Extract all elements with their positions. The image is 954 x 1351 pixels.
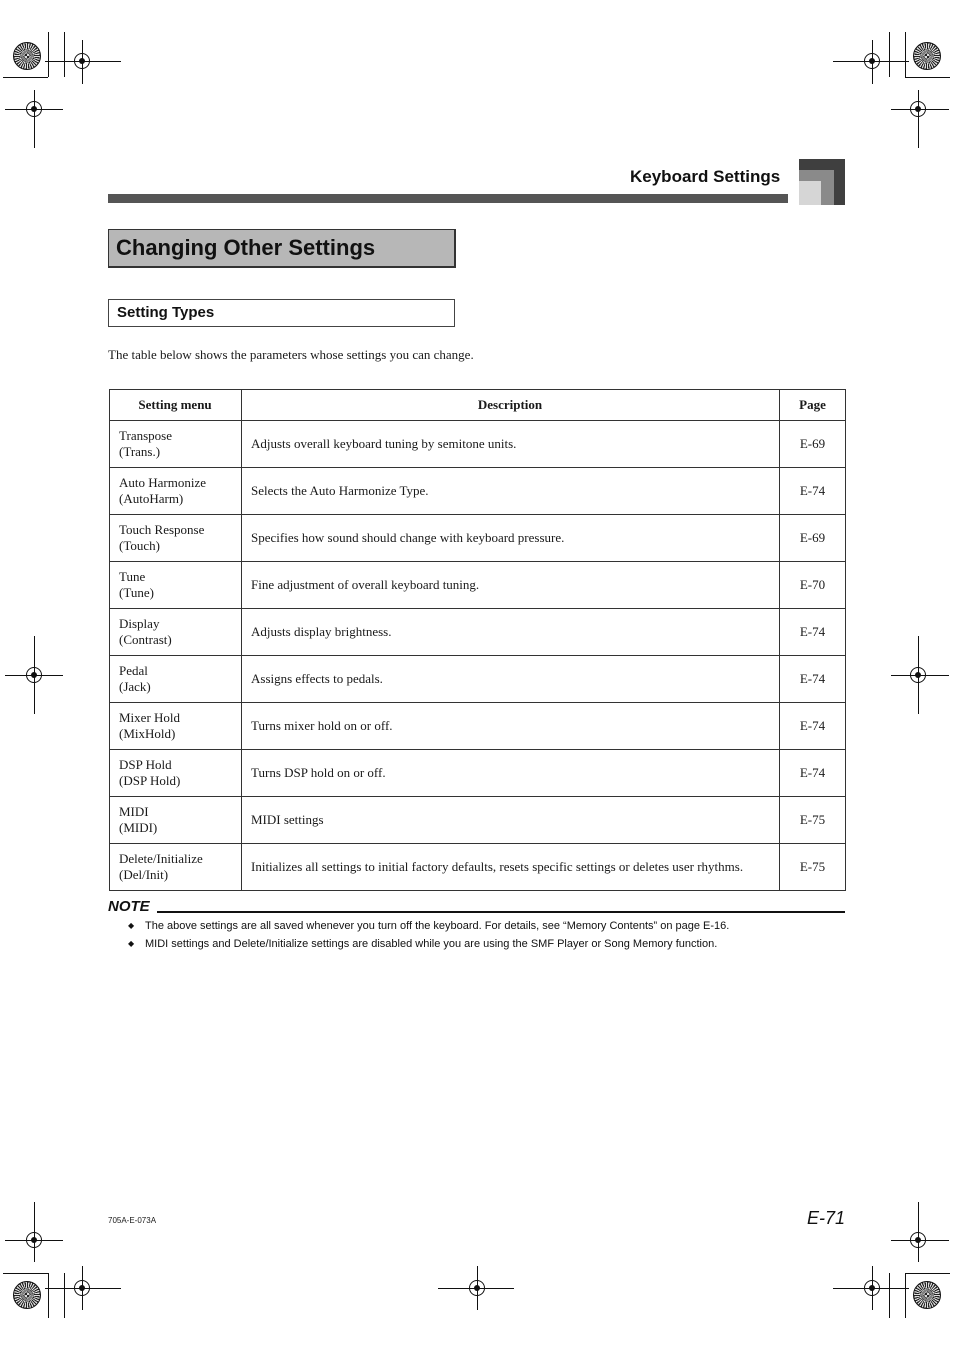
column-header-description: Description	[242, 390, 780, 421]
bullet-diamond-icon: ◆	[128, 921, 135, 930]
description-cell: Fine adjustment of overall keyboard tuning.	[242, 562, 780, 609]
description-cell: Adjusts overall keyboard tuning by semitone units.	[242, 421, 780, 468]
setting-abbreviation: (Jack)	[119, 679, 151, 694]
note-item	[128, 938, 717, 950]
section-heading: Keyboard Settings	[630, 167, 781, 186]
page-ref-cell: E-74	[780, 703, 846, 750]
table-row	[110, 421, 846, 468]
table-row	[110, 844, 846, 891]
table-row	[110, 515, 846, 562]
description-cell: Adjusts display brightness.	[242, 609, 780, 656]
registration-target-icon	[910, 1232, 926, 1248]
column-header-page: Page	[780, 390, 846, 421]
description-cell: Initializes all settings to initial factory defaults, resets specific settings or deletes user rhythms.	[242, 844, 780, 891]
registration-target-icon	[26, 1232, 42, 1248]
setting-menu-cell	[110, 421, 242, 468]
setting-name: Touch Response	[119, 522, 205, 537]
setting-menu-cell	[110, 797, 242, 844]
page-ref-cell: E-74	[780, 468, 846, 515]
setting-menu-cell	[110, 750, 242, 797]
registration-target-icon	[910, 667, 926, 683]
setting-name: Delete/Initialize	[119, 851, 203, 866]
setting-name: Transpose	[119, 428, 172, 443]
setting-abbreviation: (Touch)	[119, 538, 160, 553]
table-header-row	[110, 390, 846, 421]
setting-menu-cell	[110, 609, 242, 656]
note-rule	[157, 911, 845, 913]
registration-target-icon	[469, 1280, 485, 1296]
color-bar-icon	[13, 1281, 41, 1309]
table-row	[110, 750, 846, 797]
page-ref-cell: E-74	[780, 750, 846, 797]
color-bar-icon	[913, 1281, 941, 1309]
table-row	[110, 703, 846, 750]
section-subtitle: Setting Types	[108, 299, 455, 327]
setting-abbreviation: (DSP Hold)	[119, 773, 181, 788]
registration-target-icon	[864, 1280, 880, 1296]
description-cell: Selects the Auto Harmonize Type.	[242, 468, 780, 515]
table-row	[110, 562, 846, 609]
page-ref-cell: E-70	[780, 562, 846, 609]
page-ref-cell: E-69	[780, 421, 846, 468]
intro-text: The table below shows the parameters whose settings you can change.	[108, 347, 474, 362]
document-code: 705A-E-073A	[108, 1216, 157, 1225]
setting-abbreviation: (MixHold)	[119, 726, 176, 741]
table-row	[110, 797, 846, 844]
setting-menu-cell	[110, 703, 242, 750]
setting-abbreviation: (Tune)	[119, 585, 154, 600]
page-ref-cell: E-74	[780, 656, 846, 703]
settings-table	[109, 389, 846, 891]
header-rule	[108, 194, 788, 203]
registration-target-icon	[910, 101, 926, 117]
header-tab-graphic-light	[799, 181, 821, 205]
setting-abbreviation: (Trans.)	[119, 444, 161, 459]
setting-name: DSP Hold	[119, 757, 172, 772]
setting-name: Tune	[119, 569, 146, 584]
setting-name: Pedal	[119, 663, 148, 678]
setting-menu-cell	[110, 515, 242, 562]
page-title: Changing Other Settings	[108, 229, 456, 268]
setting-abbreviation: (AutoHarm)	[119, 491, 184, 506]
setting-abbreviation: (Contrast)	[119, 632, 172, 647]
setting-name: Display	[119, 616, 160, 631]
page-ref-cell: E-69	[780, 515, 846, 562]
setting-name: MIDI	[119, 804, 149, 819]
setting-name: Auto Harmonize	[119, 475, 207, 490]
page-ref-cell: E-75	[780, 844, 846, 891]
setting-name: Mixer Hold	[119, 710, 181, 725]
setting-menu-cell	[110, 656, 242, 703]
table-row	[110, 656, 846, 703]
bullet-diamond-icon: ◆	[128, 939, 135, 948]
column-header-setting-menu: Setting menu	[110, 390, 242, 421]
registration-target-icon	[26, 667, 42, 683]
setting-menu-cell	[110, 562, 242, 609]
description-cell: Turns mixer hold on or off.	[242, 703, 780, 750]
setting-abbreviation: (MIDI)	[119, 820, 158, 835]
description-cell: Assigns effects to pedals.	[242, 656, 780, 703]
description-cell: Turns DSP hold on or off.	[242, 750, 780, 797]
setting-abbreviation: (Del/Init)	[119, 867, 169, 882]
note-item-text: MIDI settings and Delete/Initialize settings are disabled while you are using the SMF Player or Song Memory function.	[145, 938, 718, 950]
page-ref-cell: E-74	[780, 609, 846, 656]
color-bar-icon	[13, 42, 41, 70]
page-number: E-71	[807, 1208, 846, 1228]
table-row	[110, 609, 846, 656]
setting-menu-cell	[110, 468, 242, 515]
note-label: NOTE	[108, 898, 150, 915]
note-item	[128, 920, 729, 932]
registration-target-icon	[864, 53, 880, 69]
note-item-text: The above settings are all saved whenever you turn off the keyboard. For details, see “Memory Contents” on page E-16.	[145, 920, 730, 932]
description-cell: MIDI settings	[242, 797, 780, 844]
description-cell: Specifies how sound should change with keyboard pressure.	[242, 515, 780, 562]
setting-menu-cell	[110, 844, 242, 891]
color-bar-icon	[913, 42, 941, 70]
table-row	[110, 468, 846, 515]
registration-target-icon	[26, 101, 42, 117]
page-ref-cell: E-75	[780, 797, 846, 844]
registration-target-icon	[74, 1280, 90, 1296]
registration-target-icon	[74, 53, 90, 69]
